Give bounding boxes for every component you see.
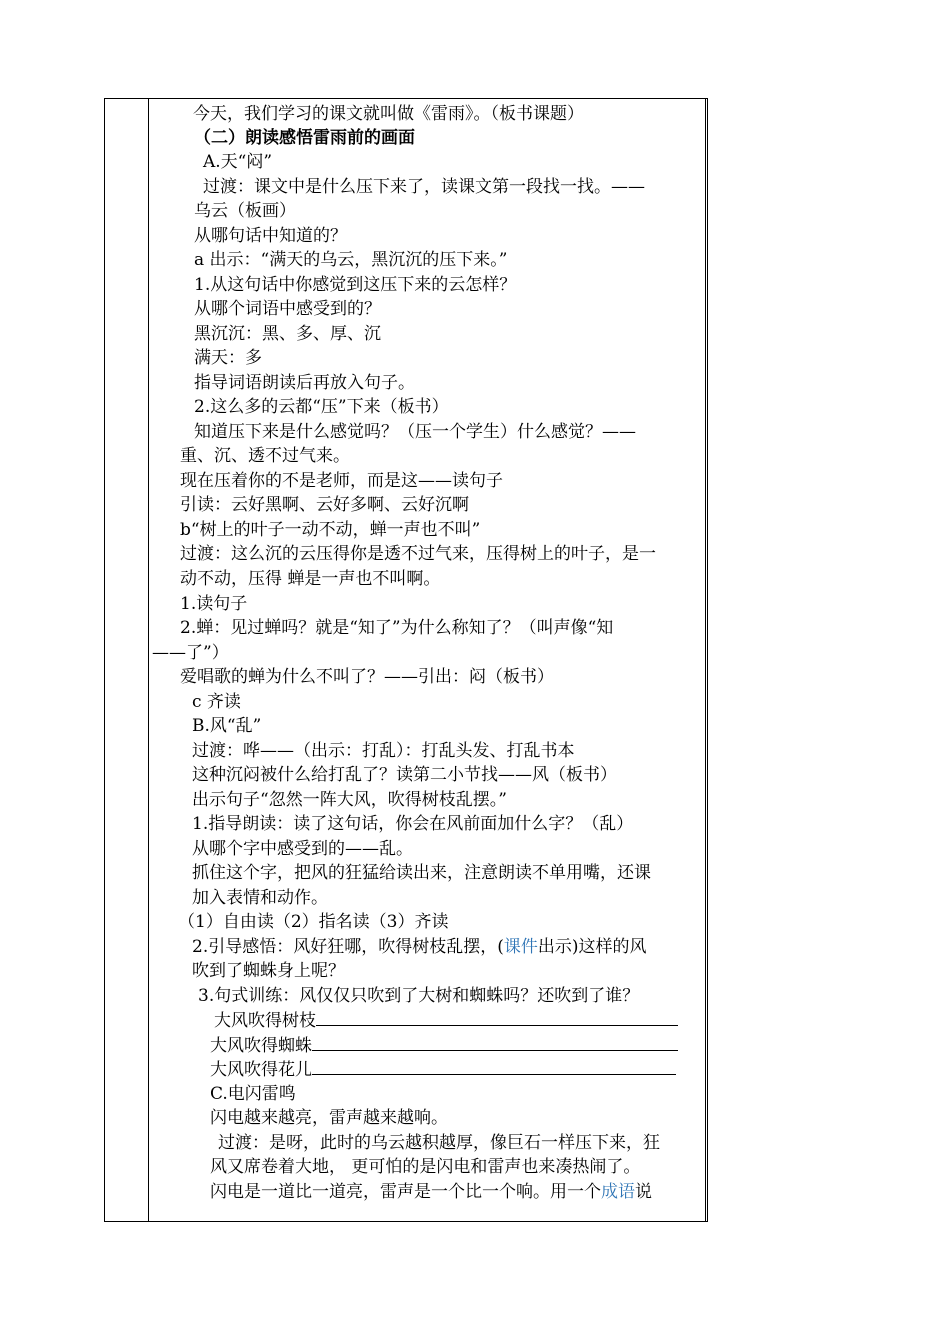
text-line: 从哪句话中知道的？ (194, 226, 347, 246)
table-top-border (104, 98, 707, 99)
text-line: 风又席卷着大地， 更可怕的是闪电和雷声也来凑热闹了。 (210, 1157, 641, 1177)
text-line: 黑沉沉：黑、多、厚、沉 (194, 324, 381, 344)
text-line: 满天：多 (194, 348, 262, 368)
text-line: 引读：云好黑啊、云好多啊、云好沉啊 (180, 495, 469, 515)
text-line: 闪电越来越亮，雷声越来越响。 (210, 1108, 448, 1128)
text-segment: 出示)这样的风 (537, 937, 647, 957)
idiom-link[interactable]: 成语 (601, 1182, 635, 1202)
text-line-with-link (210, 1180, 652, 1204)
text-line: c 齐读 (192, 692, 241, 712)
text-line: 过渡：课文中是什么压下来了，读课文第一段找一找。—— (203, 177, 645, 197)
table-column-divider-right (705, 98, 706, 1222)
text-line: 过渡：这么沉的云压得你是透不过气来，压得树上的叶子，是一 (180, 544, 656, 564)
subheading: B.风“乱” (192, 716, 262, 736)
subheading: A.天“闷” (203, 152, 273, 172)
text-line: 动不动，压得 蝉是一声也不叫啊。 (180, 569, 441, 589)
table-left-border (104, 98, 105, 1222)
text-line: a 出示：“满天的乌云，黑沉沉的压下来。” (194, 250, 508, 270)
text-segment: 2.引导感悟：风好狂哪，吹得树枝乱摆，( (192, 937, 504, 957)
fill-in-line (210, 1057, 676, 1081)
text-line: 乌云（板画） (194, 201, 296, 221)
fill-in-prompt: 大风吹得树枝 (214, 1011, 316, 1031)
fill-in-line (214, 1008, 678, 1032)
text-line: 这种沉闷被什么给打乱了？读第二小节找——风（板书） (192, 765, 617, 785)
courseware-link[interactable]: 课件 (503, 937, 538, 957)
fill-in-prompt: 大风吹得蜘蛛 (210, 1036, 312, 1056)
text-line: 从哪个字中感受到的——乱。 (192, 839, 413, 859)
table-column-divider-left (148, 98, 149, 1222)
table-bottom-border (104, 1221, 707, 1222)
fill-in-blank (312, 1033, 678, 1051)
fill-in-prompt: 大风吹得花儿 (210, 1060, 312, 1080)
text-line: 加入表情和动作。 (192, 888, 328, 908)
text-line: 吹到了蜘蛛身上呢？ (192, 961, 345, 981)
text-line: 过渡：是呀，此时的乌云越积越厚，像巨石一样压下来，狂 (218, 1133, 660, 1153)
section-heading: （二）朗读感悟雷雨前的画面 (194, 128, 415, 148)
text-line: 过渡：哗——（出示：打乱）：打乱头发、打乱书本 (192, 741, 575, 761)
text-line: 2.蝉：见过蝉吗？就是“知了”为什么称知了？（叫声像“知 (180, 618, 614, 638)
subheading: C.电闪雷鸣 (210, 1084, 296, 1104)
text-line: 从哪个词语中感受到的？ (194, 299, 381, 319)
text-line-with-link (192, 935, 647, 959)
text-line: 2.这么多的云都“压”下来（板书） (194, 397, 449, 417)
text-line: 1.指导朗读：读了这句话，你会在风前面加什么字？（乱） (192, 814, 634, 834)
text-line: 3.句式训练：风仅仅只吹到了大树和蜘蛛吗？还吹到了谁？ (198, 986, 640, 1006)
table-right-border (707, 98, 708, 1222)
text-line: 现在压着你的不是老师，而是这——读句子 (180, 471, 503, 491)
text-line: 出示句子“忽然一阵大风，吹得树枝乱摆。” (192, 790, 507, 810)
text-segment: 说 (635, 1182, 652, 1202)
text-line: b“树上的叶子一动不动，蝉一声也不叫” (180, 520, 481, 540)
text-line: 今天，我们学习的课文就叫做《雷雨》。（板书课题） (193, 104, 584, 124)
fill-in-blank (312, 1057, 676, 1075)
fill-in-blank (316, 1008, 678, 1026)
text-segment: 闪电是一道比一道亮，雷声是一个比一个响。用一个 (210, 1182, 601, 1202)
fill-in-line (210, 1033, 678, 1057)
text-line: 知道压下来是什么感觉吗？（压一个学生）什么感觉？—— (194, 422, 636, 442)
text-line: 爱唱歌的蝉为什么不叫了？——引出：闷（板书） (180, 667, 554, 687)
text-line: 1.从这句话中你感觉到这压下来的云怎样？ (194, 275, 517, 295)
text-line: 1.读句子 (180, 594, 248, 614)
text-line: 抓住这个字，把风的狂猛给读出来，注意朗读不单用嘴，还课 (192, 863, 651, 883)
text-line: ——了”） (152, 643, 229, 663)
text-line: 指导词语朗读后再放入句子。 (194, 373, 415, 393)
text-line: （1）自由读（2）指名读（3）齐读 (178, 912, 449, 932)
text-line: 重、沉、透不过气来。 (180, 446, 350, 466)
